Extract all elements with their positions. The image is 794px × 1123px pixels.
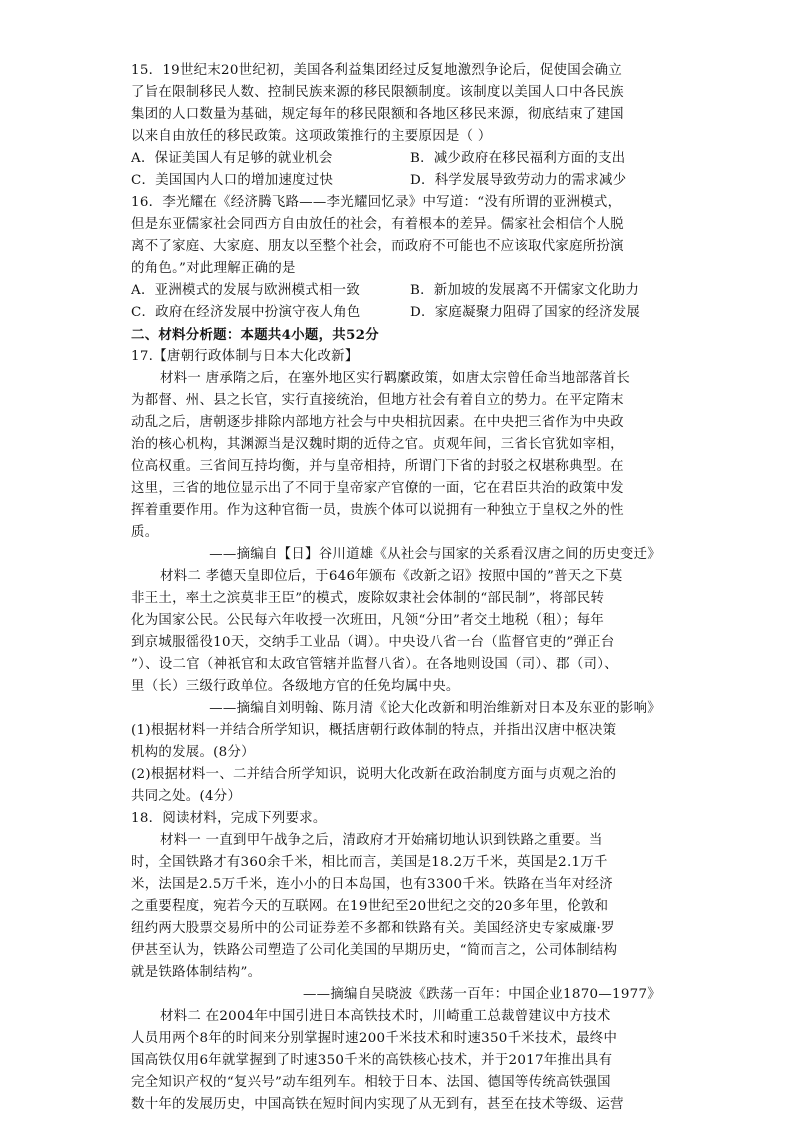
- q17-material1-line: 材料一 唐承隋之后，在塞外地区实行羁縻政策，如唐太宗曾任命当地部落首长: [160, 371, 631, 386]
- q16-option-d: D．家庭凝聚力阻碍了国家的经济发展: [410, 305, 641, 320]
- section-heading: 二、材料分析题：本题共4小题，共52分: [131, 327, 379, 343]
- q18-material1-line: 就是铁路体制结构”。: [131, 965, 262, 980]
- q16-stem-line: 16．李光耀在《经济腾飞路——李光耀回忆录》中写道：“没有所谓的亚洲模式，: [131, 195, 622, 210]
- q17-material1-line: 这里，三省的地位显示出了不同于皇帝家产官僚的一面，它在君臣共治的政策中发: [131, 481, 624, 496]
- q17-title: 17.【唐朝行政体制与日本大化改新】: [131, 349, 359, 364]
- q16-option-a: A．亚洲模式的发展与欧洲模式相一致: [131, 283, 361, 298]
- q17-material1-line: 质。: [131, 525, 159, 540]
- q15-option-b: B．减少政府在移民福利方面的支出: [410, 151, 626, 166]
- q18-material2-line: 材料二 在2004年中国引进日本高铁技术时，川崎重工总裁曾建议中方技术: [160, 1009, 611, 1024]
- q15-option-d: D．科学发展导致劳动力的需求减少: [410, 173, 627, 188]
- q18-source1: ——摘编自吴晓波《跌荡一百年：中国企业1870—1977》: [302, 987, 661, 1002]
- q17-material1-line: 为都督、州、县之长官，实行直接统治，但地方社会有着自立的势力。在平定隋末: [131, 393, 624, 408]
- q16-stem-line: 的角色。”对此理解正确的是: [131, 261, 296, 276]
- q18-material2-line: 数十年的发展历史，中国高铁在短时间内实现了从无到有，甚至在技术等级、运营: [131, 1097, 624, 1112]
- q15-option-c: C．美国国内人口的增加速度过快: [131, 173, 334, 188]
- q18-material2-line: 人员用两个8年的时间来分别掌握时速200千米技术和时速350千米技术，最终中: [131, 1031, 618, 1046]
- q15-stem-line: 15．19世纪末20世纪初，美国各利益集团经过反复地激烈争论后，促使国会确立: [131, 63, 623, 78]
- q15-option-a: A．保证美国人有足够的就业机会: [131, 151, 333, 166]
- q16-stem-line: 离不了家庭、大家庭、朋友以至整个社会，而政府不可能也不应该取代家庭所扮演: [131, 239, 624, 254]
- q16-option-c: C．政府在经济发展中扮演守夜人角色: [131, 305, 361, 320]
- q18-material1-line: 米，法国是2.5万千米，连小小的日本岛国，也有3300千米。铁路在当年对经济: [131, 877, 613, 892]
- q15-stem-line: 集团的人口数量为基础，规定每年的移民限额和各地区移民来源，彻底结束了建国: [131, 107, 624, 122]
- q18-material1-line: 伊甚至认为，铁路公司塑造了公司化美国的早期历史，“简而言之，公司体制结构: [131, 943, 618, 958]
- q17-material2-line: 材料二 孝德天皇即位后，于646年颁布《改新之诏》按照中国的”普天之下莫: [160, 569, 623, 584]
- q18-material2-line: 国高铁仅用6年就掌握到了时速350千米的高铁核心技术，并于2017年推出具有: [131, 1053, 613, 1068]
- q18-material2-line: 完全知识产权的“复兴号”动车组列车。相较于日本、法国、德国等传统高铁强国: [131, 1075, 611, 1090]
- q15-stem-line: 以来自由放任的移民政策。这项政策推行的主要原因是（ ）: [131, 129, 492, 144]
- q18-material1-line: 之重要程度，宛若今天的互联网。在19世纪至20世纪之交的20多年里，伦敦和: [131, 899, 609, 914]
- q17-question-line: 机构的发展。(8分）: [131, 745, 255, 760]
- q17-question-line: 共同之处。(4分）: [131, 789, 242, 804]
- q15-stem-line: 了旨在限制移民人数、控制民族来源的移民限额制度。该制度以美国人口中各民族: [131, 85, 624, 100]
- q17-material1-line: 挥着重要作用。作为这种官衙一员，贵族个体可以说拥有一种独立于皇权之外的性: [131, 503, 624, 518]
- q17-material2-line: 里（长）三级行政单位。各级地方官的任免均属中央。: [131, 679, 460, 694]
- q18-material1-line: 材料一 一直到甲午战争之后，清政府才开始痛切地认识到铁路之重要。当: [160, 833, 603, 848]
- q17-material1-line: 动乱之后，唐朝逐步排除内部地方社会与中央相抗因素。在中央把三省作为中央政: [131, 415, 624, 430]
- q17-material1-line: 位高权重。三省间互持均衡，并与皇帝相持，所谓门下省的封驳之权堪称典型。在: [131, 459, 624, 474]
- q18-material1-line: 时，全国铁路才有360余千米，相比而言，美国是18.2万千米，英国是2.1万千: [131, 855, 608, 870]
- q16-option-b: B．新加坡的发展离不开儒家文化助力: [410, 283, 640, 298]
- q17-material2-line: 到京城服徭役10天，交纳手工业品（调）。中央设八省一台（监督官吏的”弹正台: [131, 635, 615, 650]
- q18-title: 18．阅读材料，完成下列要求。: [131, 811, 327, 826]
- q17-source1: ——摘编自【日】谷川道雄《从社会与国家的关系看汉唐之间的历史变迁》: [209, 547, 661, 562]
- q18-material1-line: 纽约两大股票交易所中的公司证券差不多都和铁路有关。美国经济史专家威廉·罗: [131, 921, 615, 936]
- q16-stem-line: 但是东亚儒家社会同西方自由放任的社会，有着根本的差异。儒家社会相信个人脱: [131, 217, 624, 232]
- q17-material2-line: ”）、设二官（神祇官和太政官管辖并监督八省）。在各地则设国（司）、郡（司）、: [131, 657, 618, 672]
- q17-material1-line: 治的核心机构，其渊源当是汉魏时期的近侍之官。贞观年间，三省长官犹如宰相，: [131, 437, 624, 452]
- q17-material2-line: 非王土，率土之滨莫非王臣”的模式，废除奴隶社会体制的“部民制”，将部民转: [131, 591, 605, 606]
- q17-question-line: (1)根据材料一并结合所学知识，概括唐朝行政体制的特点，并指出汉唐中枢决策: [131, 723, 617, 738]
- q17-question-line: (2)根据材料一、二并结合所学知识，说明大化改新在政治制度方面与贞观之治的: [131, 767, 617, 782]
- q17-source2: ——摘编自刘明翰、陈月清《论大化改新和明治维新对日本及东亚的影响》: [209, 701, 661, 716]
- q17-material2-line: 化为国家公民。公民每六年收授一次班田，凡领“分田”者交土地税（租）；每年: [131, 613, 605, 628]
